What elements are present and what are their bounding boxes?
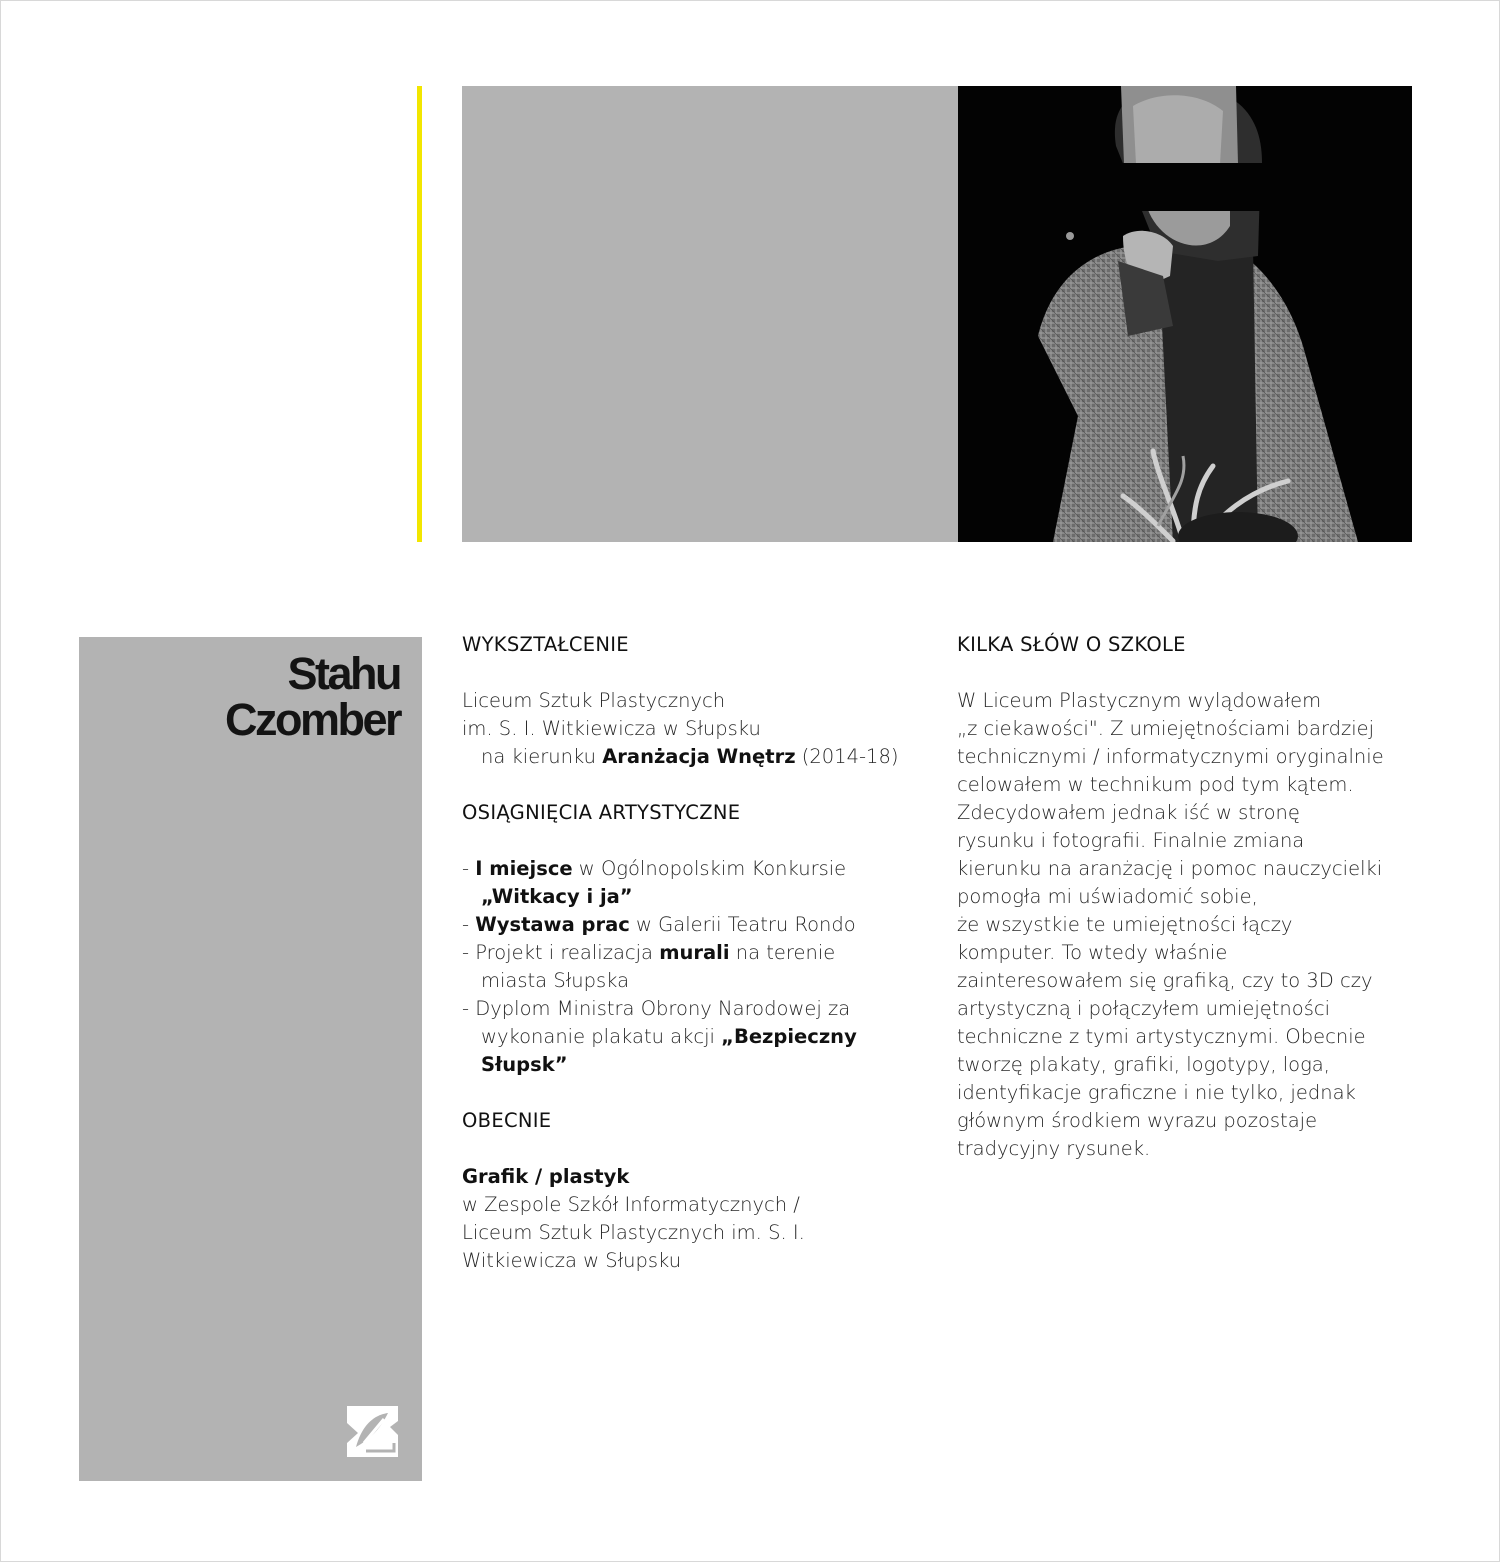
achievement-item-cont: miasta Słupska — [481, 969, 630, 992]
accent-bar — [417, 86, 422, 542]
education-line: Liceum Sztuk Plastycznych — [462, 689, 726, 712]
achievement-item: - Dyplom Ministra Obrony Narodowej za — [462, 997, 851, 1020]
about-line: identyfikacje graficzne i nie tylko, jednak — [957, 1081, 1356, 1104]
first-name: Stahu — [287, 648, 400, 699]
achievements-heading: OSIĄGNIĘCIA ARTYSTYCZNE — [462, 801, 741, 824]
current-heading: OBECNIE — [462, 1109, 552, 1132]
achievement-text: w Ogólnopolskim Konkursie — [572, 857, 847, 880]
about-line: że wszystkie te umiejętności łączy — [957, 913, 1293, 936]
education-line: im. S. I. Witkiewicza w Słupsku — [462, 717, 761, 740]
achievement-highlight: „Bezpieczny — [721, 1025, 857, 1048]
education-heading: WYKSZTAŁCENIE — [462, 633, 629, 656]
current-line: w Zespole Szkół Informatycznych / — [462, 1193, 800, 1216]
about-line: „z ciekawości". Z umiejętnościami bardziej — [957, 717, 1375, 740]
about-line: Zdecydowałem jednak iść w stronę — [957, 801, 1300, 824]
about-line: W Liceum Plastycznym wylądowałem — [957, 689, 1322, 712]
person-name — [224, 648, 400, 745]
bio-right-column — [957, 631, 1427, 1163]
about-line: komputer. To wtedy właśnie — [957, 941, 1228, 964]
achievement-item-cont — [462, 1023, 922, 1051]
bio-left-column — [462, 631, 922, 1275]
about-line: celowałem w technikum pod tym kątem. — [957, 773, 1354, 796]
achievement-highlight: „Witkacy i ja” — [481, 885, 633, 908]
about-line: kierunku na aranżację i pomoc nauczycielki — [957, 857, 1383, 880]
achievement-text: wykonanie plakatu akcji — [481, 1025, 722, 1048]
achievement-highlight: I miejsce — [475, 857, 573, 880]
achievement-text: - — [462, 857, 476, 880]
school-logo-icon — [344, 1403, 401, 1460]
last-name: Czomber — [224, 694, 400, 745]
education-text: na kierunku — [481, 745, 603, 768]
education-major: Aranżacja Wnętrz — [602, 745, 796, 768]
current-role-title: Grafik / plastyk — [462, 1165, 630, 1188]
name-sidebar — [79, 637, 422, 1481]
achievement-item-cont — [462, 1051, 922, 1079]
about-line: pomogła mi uświadomić sobie, — [957, 885, 1258, 908]
current-line: Liceum Sztuk Plastycznych im. S. I. — [462, 1221, 805, 1244]
achievement-highlight: Wystawa prac — [475, 913, 630, 936]
achievement-item-cont — [462, 883, 922, 911]
about-line: artystyczną i połączyłem umiejętności — [957, 997, 1331, 1020]
current-line: Witkiewicza w Słupsku — [462, 1249, 682, 1272]
achievement-text: - Projekt i realizacja — [462, 941, 660, 964]
about-line: głównym środkiem wyrazu pozostaje — [957, 1109, 1318, 1132]
education-years: (2014-18) — [795, 745, 899, 768]
about-line: rysunku i fotografii. Finalnie zmiana — [957, 829, 1305, 852]
portrait-photo — [958, 86, 1412, 542]
achievement-text: - — [462, 913, 476, 936]
header-panel — [462, 86, 958, 542]
about-school-heading: KILKA SŁÓW O SZKOLE — [957, 633, 1186, 656]
about-line: techniczne z tymi artystycznymi. Obecnie — [957, 1025, 1366, 1048]
achievement-text: w Galerii Teatru Rondo — [629, 913, 856, 936]
achievement-item — [462, 855, 922, 883]
achievement-text: na terenie — [729, 941, 836, 964]
achievement-highlight: Słupsk” — [481, 1053, 568, 1076]
achievement-item — [462, 939, 922, 967]
achievement-item — [462, 911, 922, 939]
education-line — [462, 743, 922, 771]
achievement-highlight: murali — [659, 941, 730, 964]
about-line: zainteresowałem się grafiką, czy to 3D czy — [957, 969, 1373, 992]
about-line: tradycyjny rysunek. — [957, 1137, 1151, 1160]
about-line: tworzę plakaty, grafiki, logotypy, loga, — [957, 1053, 1330, 1076]
about-line: technicznymi / informatycznymi oryginalnie — [957, 745, 1384, 768]
current-role — [462, 1163, 922, 1191]
